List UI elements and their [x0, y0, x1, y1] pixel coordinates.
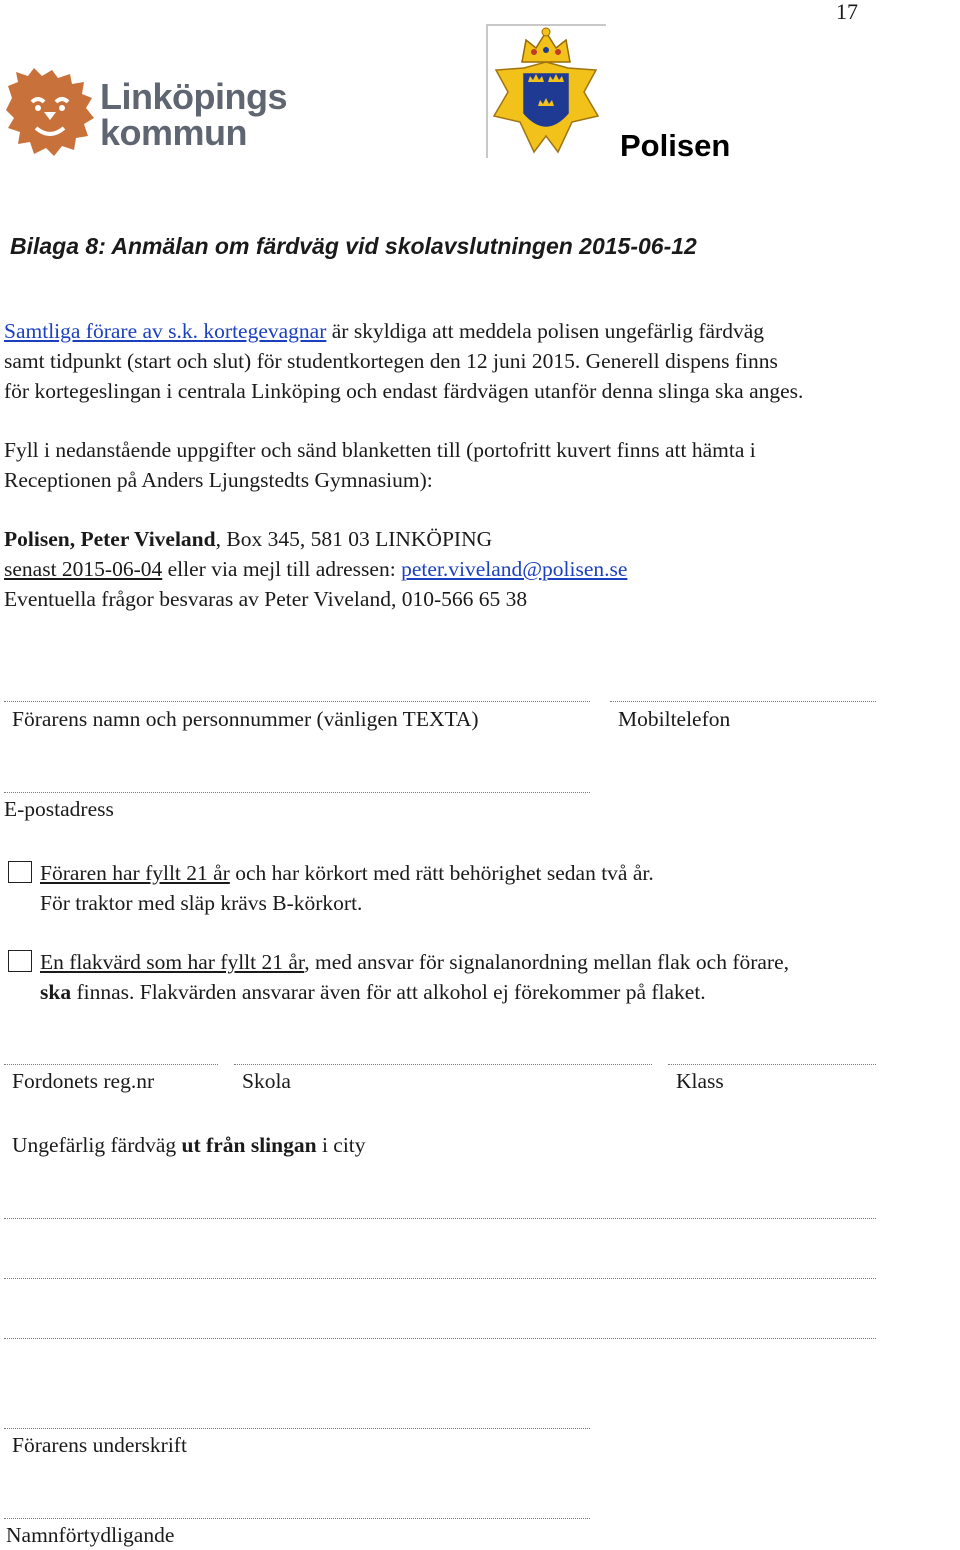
checkbox2-line-1 [40, 947, 789, 977]
route-input-line[interactable] [4, 1218, 876, 1219]
checkbox1-underlined-text: Föraren har fyllt 21 år [40, 861, 230, 885]
checkbox2-text: finnas. Flakvärden ansvarar även för att alkohol ej förekommer på flaket. [71, 980, 706, 1004]
logo-text-line1: Linköpings [100, 76, 287, 117]
linkoping-kommun-logo [4, 68, 304, 163]
route-text: i city [316, 1133, 366, 1157]
checkbox2-line-2 [40, 977, 706, 1007]
checkbox1-text: och har körkort med rätt behörighet sedan två år. [229, 861, 654, 885]
checkbox2-bold-text: ska [40, 980, 72, 1004]
logo-text-line2: kommun [100, 112, 248, 153]
deadline-text: eller via mejl till adressen: [162, 557, 402, 581]
route-label [12, 1130, 366, 1160]
driver-name-input-line[interactable] [4, 701, 590, 702]
page-number: 17 [836, 0, 858, 24]
instructions-line-2: Receptionen på Anders Ljungstedts Gymnasium): [4, 468, 433, 492]
intro-text: är skyldiga att meddela polisen ungefärlig färdväg [326, 319, 765, 343]
checkbox2-underlined-text: En flakvärd som har fyllt 21 år [40, 950, 305, 974]
checkbox2-text: , med ansvar för signalanordning mellan flak och förare, [304, 950, 790, 974]
signature-label: Förarens underskrift [12, 1433, 187, 1457]
intro-text: Samtliga förare av s.k. [4, 319, 204, 343]
class-label: Klass [676, 1069, 724, 1093]
age-licence-checkbox[interactable] [8, 861, 32, 883]
school-input-line[interactable] [234, 1064, 652, 1065]
intro-line-3: för kortegeslingan i centrala Linköping och endast färdvägen utanför denna slinga ska anges. [4, 379, 804, 403]
intro-line-2: samt tidpunkt (start och slut) för studentkortegen den 12 juni 2015. Generell dispens finns [4, 349, 778, 373]
police-crest-logo [486, 24, 606, 160]
address-text: , Box 345, 581 03 LINKÖPING [215, 527, 493, 551]
lion-head-icon [4, 68, 96, 156]
deadline-date: senast 2015-06-04 [4, 557, 163, 581]
police-crest-icon [488, 26, 606, 160]
route-text: Ungefärlig färdväg [12, 1133, 182, 1157]
flatbed-host-checkbox[interactable] [8, 950, 32, 972]
route-bold-text: ut från slingan [181, 1133, 317, 1157]
deadline-line [4, 554, 627, 584]
address-line [4, 524, 492, 554]
checkbox1-line-1 [40, 858, 654, 888]
driver-name-label: Förarens namn och personnummer (vänligen TEXTA) [12, 707, 479, 731]
route-input-line[interactable] [4, 1278, 876, 1279]
route-input-line[interactable] [4, 1338, 876, 1339]
name-clarification-input-line[interactable] [4, 1518, 590, 1519]
mobile-label: Mobiltelefon [618, 707, 731, 731]
instructions-line-1: Fyll i nedanstående uppgifter och sänd blanketten till (portofritt kuvert finns att hämta i [4, 438, 756, 462]
school-label: Skola [242, 1069, 291, 1093]
mobile-input-line[interactable] [610, 701, 876, 702]
signature-input-line[interactable] [4, 1428, 590, 1429]
email-link[interactable]: peter.viveland@polisen.se [401, 557, 628, 581]
police-title: Polisen [620, 128, 731, 163]
reg-nr-label: Fordonets reg.nr [12, 1069, 155, 1093]
checkbox1-line-2: För traktor med släp krävs B-körkort. [40, 891, 363, 915]
questions-line: Eventuella frågor besvaras av Peter Viveland, 010-566 65 38 [4, 587, 528, 611]
page-title: Bilaga 8: Anmälan om färdväg vid skolavslutningen 2015-06-12 [10, 233, 697, 259]
kortegevagnar-link[interactable]: kortegevagnar [203, 319, 327, 343]
email-input-line[interactable] [4, 792, 590, 793]
email-label: E-postadress [4, 797, 114, 821]
recipient-name: Polisen, Peter Viveland [4, 527, 216, 551]
reg-nr-input-line[interactable] [4, 1064, 218, 1065]
class-input-line[interactable] [668, 1064, 876, 1065]
name-clarification-label: Namnförtydligande [6, 1523, 175, 1547]
intro-line-1 [4, 316, 764, 346]
